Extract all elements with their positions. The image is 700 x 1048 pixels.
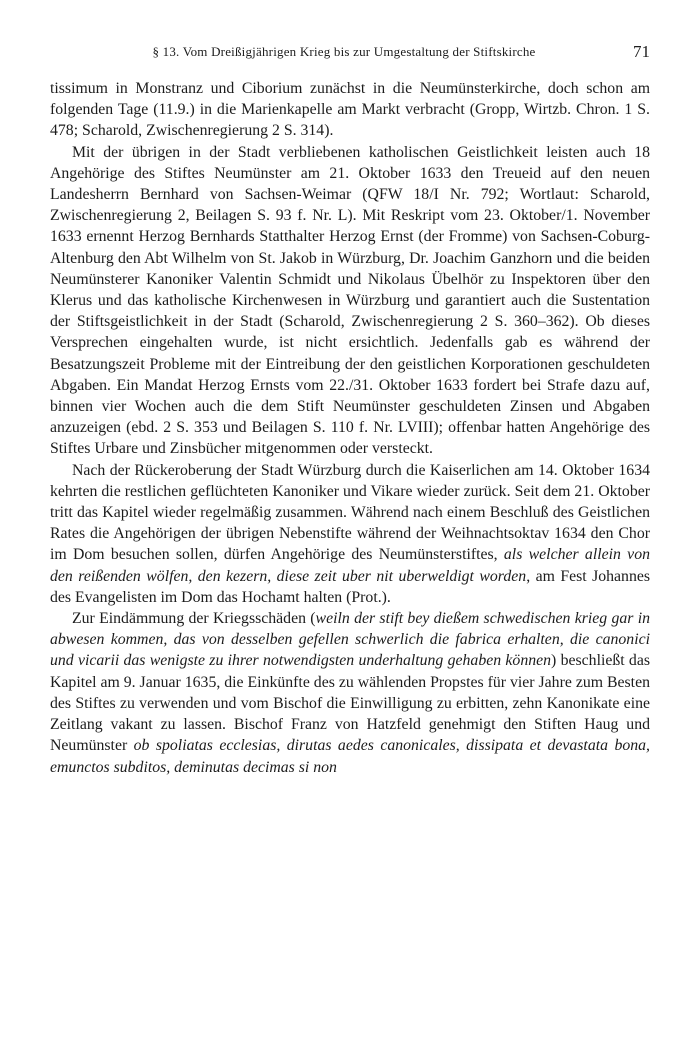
paragraph: [50, 142, 650, 460]
italic-quotation: weiln der stift bey dießem schwedischen krieg gar in abwesen kommen, das von desselben gefellen schwerlich die fabrica erhalten, die canonici und vicarii das wenigste zu ihrer notwendigsten underhaltung gehaben können: [50, 610, 650, 670]
running-head-title: § 13. Vom Dreißigjährigen Krieg bis zur Umgestaltung der Stiftskirche: [152, 44, 536, 59]
paragraph: [50, 460, 650, 608]
paragraph: [50, 608, 650, 778]
text-span: Zur Eindämmung der Kriegsschäden (: [72, 610, 316, 628]
body-text: [50, 78, 650, 778]
italic-quotation: als welcher allein von den reißenden wölfen, den kezern, diese zeit uber nit uberweldigt worden: [50, 546, 650, 585]
text-span: , am Fest Johannes des Evangelisten im Dom das Hochamt halten (Prot.).: [50, 567, 651, 606]
text-span: tissimum in Monstranz und Ciborium zunächst in die Neumünsterkirche, doch schon am folgenden Tage (11.9.) in die Marienkapelle am Markt verbracht (Gropp, Wirtzb. Chron. 1 S. 478; Scharold, Zwischenregierung 2 S. 314).: [50, 80, 650, 140]
italic-quotation: ob spoliatas ecclesias, dirutas aedes canonicales, dissipata et devastata bona, emunctos subditos, deminutas decimas si non: [50, 737, 650, 776]
text-span: Mit der übrigen in der Stadt verbliebenen katholischen Geistlichkeit leisten auch 18 Angehörige des Stiftes Neumünster am 21. Oktober 1633 den Treueid auf den neuen Landesherrn Bernhard von Sachsen-Weimar (QFW 18/I Nr. 792; Wortlaut: Scharold, Zwischenregierung 2, Beilagen S. 93 f. Nr. L). Mit Reskript vom 23. Oktober/1. November 1633 ernennt Herzog Bernhards Statthalter Herzog Ernst (der Fromme) von Sachsen-Coburg-Altenburg den Abt Wilhelm von St. Jakob in Würzburg, Dr. Joachim Ganzhorn und die beiden Neumünsterer Kanoniker Valentin Schmidt und Nikolaus Übelhör zu Inspektoren über den Klerus und das katholische Kirchenwesen in Würzburg und garantiert auch die Sustentation der Stiftsgeistlichkeit in der Stadt (Scharold, Zwischenregierung 2 S. 360–362). Ob dieses Versprechen eingehalten wurde, ist nicht ersichtlich. Jedenfalls gab es während der Besatzungszeit Probleme mit der Eintreibung der den geistlichen Korporationen geschuldeten Abgaben. Ein Mandat Herzog Ernsts vom 22./31. Oktober 1633 fordert bei Strafe dazu auf, binnen vier Wochen auch die dem Stift Neumünster geschuldeten Zinsen und Abgaben anzuzeigen (ebd. 2 S. 353 und Beilagen S. 110 f. Nr. LVIII); offenbar hatten Angehörige des Stiftes Urbare und Zinsbücher mitgenommen oder versteckt.: [50, 143, 650, 458]
running-head: [50, 42, 650, 62]
paragraph: [50, 78, 650, 142]
text-span: Nach der Rückeroberung der Stadt Würzburg durch die Kaiserlichen am 14. Oktober 1634 kehrten die restlichen geflüchteten Kanoniker und Vikare wieder zurück. Seit dem 21. Oktober tritt das Kapitel wieder regelmäßig zusammen. Während nach einem Beschluß des Geistlichen Rates die Angehörigen der übrigen Nebenstifte während der Weihnachtsoktav 1634 den Chor im Dom besuchen sollen, dürfen Angehörige des Neumünsterstiftes,: [50, 461, 650, 564]
page-number: 71: [633, 42, 650, 61]
text-span: ) beschließt das Kapitel am 9. Januar 1635, die Einkünfte des zu wählenden Propstes für vier Jahre zum Besten des Stiftes zu verwenden und vom Bischof die Einwilligung zu erbitten, zehn Kanonikate eine Zeitlang vakant zu lassen. Bischof Franz von Hatzfeld genehmigt den Stiften Haug und Neumünster: [50, 652, 650, 755]
